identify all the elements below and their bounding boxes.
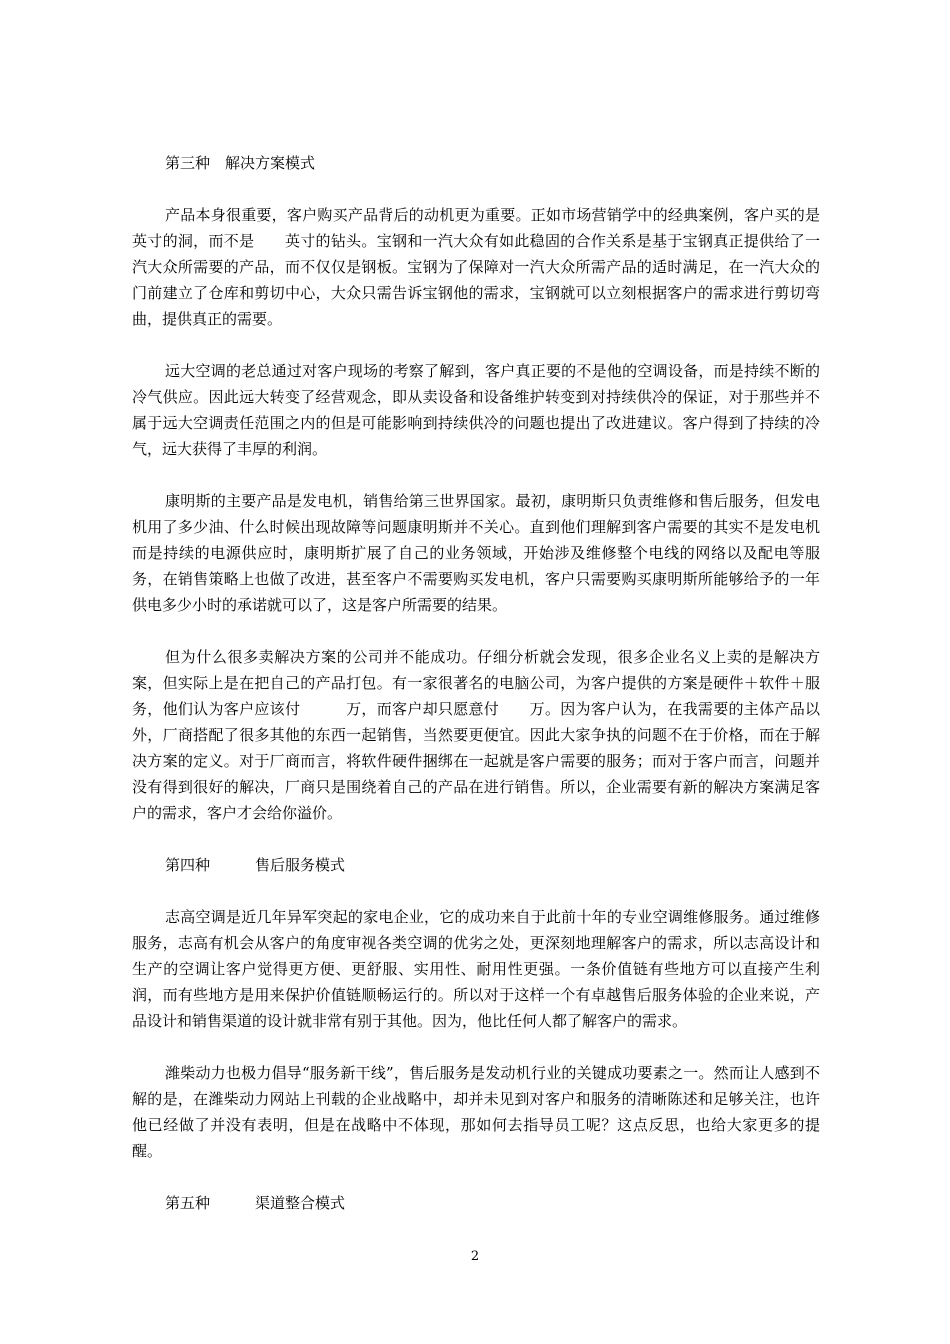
- page-number: 2: [470, 1249, 480, 1264]
- paragraph-gap: [132, 1034, 820, 1060]
- section-heading-solution-model: 第三种 解决方案模式: [165, 154, 316, 172]
- paragraph-broad-aircon: 远大空调的老总通过对客户现场的考察了解到，客户真正要的不是他的空调设备，而是持续不断的冷气供应。因此远大转变了经营观念，即从卖设备和设备维护转变到对持续供冷的保证，对于那些并不属于远大空调责任范围之内的但是可能影响到持续供冷的问题也提出了改进建议。客户得到了持续的冷气，远大获得了丰厚的利润。: [132, 362, 820, 458]
- paragraph-gap: [132, 618, 820, 644]
- paragraph-gap: [132, 878, 820, 904]
- paragraph-gap: [132, 826, 820, 852]
- section-heading-after-sales-model: 第四种 售后服务模式: [165, 856, 346, 874]
- paragraph-weichai: 潍柴动力也极力倡导“服务新干线”，售后服务是发动机行业的关键成功要素之一。然而让人感到不解的是，在潍柴动力网站上刊载的企业战略中，却并未见到对客户和服务的清晰陈述和足够关注，也许他已经做了并没有表明，但是在战略中不体现，那如何去指导员工呢？这点反思，也给大家更多的提醒。: [132, 1064, 820, 1160]
- paragraph-baosteel: 产品本身很重要，客户购买产品背后的动机更为重要。正如市场营销学中的经典案例，客户买的是 英寸的洞，而不是 英寸的钻头。宝钢和一汽大众有如此稳固的合作关系是基于宝钢真正提供给了一汽大众所需要的产品，而不仅仅是钢板。宝钢为了保障对一汽大众所需产品的适时满足，在一汽大众的门前建立了仓库和剪切中心，大众只需告诉宝钢他的需求，宝钢就可以立刻根据客户的需求进行剪切弯曲，提供真正的需要。: [132, 206, 851, 328]
- paragraph-gap: [132, 1164, 820, 1190]
- paragraph-cummins: 康明斯的主要产品是发电机，销售给第三世界国家。最初，康明斯只负责维修和售后服务，但发电机用了多少油、什么时候出现故障等问题康明斯并不关心。直到他们理解到客户需要的其实不是发电机而是持续的电源供应时，康明斯扩展了自己的业务领域，开始涉及维修整个电线的网络以及配电等服务，在销售策略上也做了改进，甚至客户不需要购买发电机，客户只需要购买康明斯所能够给予的一年供电多少小时的承诺就可以了，这是客户所需要的结果。: [132, 492, 820, 614]
- section-heading-channel-model: 第五种 渠道整合模式: [165, 1194, 346, 1212]
- paragraph-solution-failure: 但为什么很多卖解决方案的公司并不能成功。仔细分析就会发现，很多企业名义上卖的是解决方案，但实际上是在把自己的产品打包。有一家很著名的电脑公司，为客户提供的方案是硬件＋软件＋服务，他们认为客户应该付 万，而客户却只愿意付 万。因为客户认为，在我需要的主体产品以外，厂商搭配了很多其他的东西一起销售，当然要更便宜。因此大家争执的问题不在于价格，而在于解决方案的定义。对于厂商而言，将软件硬件捆绑在一起就是客户需要的服务；而对于客户而言，问题并没有得到很好的解决，厂商只是围绕着自己的产品在进行销售。所以，企业需要有新的解决方案满足客户的需求，客户才会给你溢价。: [132, 648, 820, 822]
- paragraph-chigo-aircon: 志高空调是近几年异军突起的家电企业，它的成功来自于此前十年的专业空调维修服务。通过维修服务，志高有机会从客户的角度审视各类空调的优劣之处，更深刻地理解客户的需求，所以志高设计和生产的空调让客户觉得更方便、更舒服、实用性、耐用性更强。一条价值链有些地方可以直接产生利润，而有些地方是用来保护价值链顺畅运行的。所以对于这样一个有卓越售后服务体验的企业来说，产品设计和销售渠道的设计就非常有别于其他。因为，他比任何人都了解客户的需求。: [132, 908, 820, 1030]
- paragraph-gap: [132, 176, 820, 202]
- paragraph-gap: [132, 462, 820, 488]
- paragraph-gap: [132, 332, 820, 358]
- page-content: [132, 150, 851, 1216]
